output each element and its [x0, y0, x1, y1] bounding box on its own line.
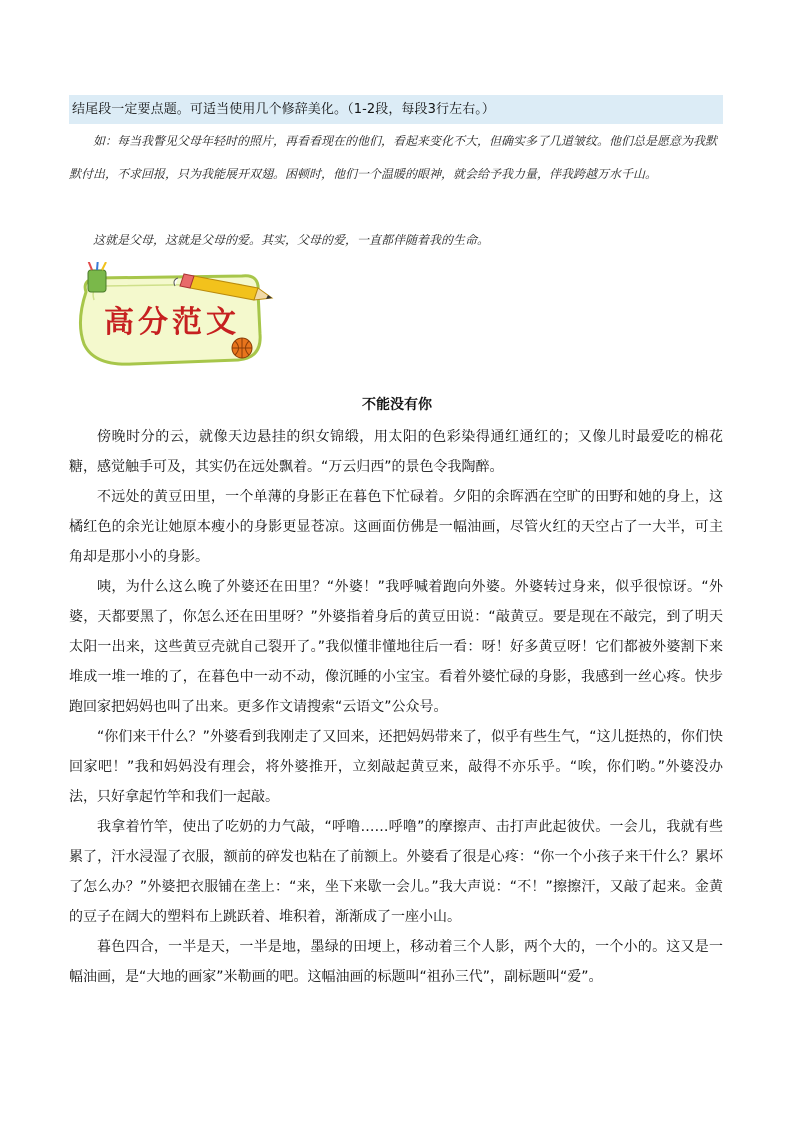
essay-paragraph: “你们来干什么？”外婆看到我刚走了又回来，还把妈妈带来了，似乎有些生气，“这儿挺热的，你们快回家吧！”我和妈妈没有理会，将外婆推开，立刻敲起黄豆来，敲得不亦乐乎。“唉，你们哟。”外婆没办法，只好拿起竹竿和我们一起敲。 — [69, 729, 723, 805]
essay-paragraph: 暮色四合，一半是天，一半是地，墨绿的田埂上，移动着三个人影，两个大的，一个小的。这又是一幅油画，是“大地的画家”米勒画的吧。这幅油画的标题叫“祖孙三代”，副标题叫“爱”。 — [69, 939, 723, 985]
essay-paragraph: 我拿着竹竿，使出了吃奶的力气敲，“呼噜……呼噜”的摩擦声、击打声此起彼伏。一会儿，我就有些累了，汗水浸湿了衣服，额前的碎发也粘在了前额上。外婆看了很是心疼：“你一个小孩子来干什么？累坏了怎么办？”外婆把衣服铺在垄上：“来，坐下来歇一会儿。”我大声说：“不！”擦擦汗，又敲了起来。金黄的豆子在阔大的塑料布上跳跃着、堆积着，渐渐成了一座小山。 — [69, 819, 723, 925]
essay-body — [69, 422, 723, 992]
banner-title: 高分范文 — [104, 305, 240, 340]
writing-tip: 结尾段一定要点题。可适当使用几个修辞美化。（1-2段，每段3行左右。） — [69, 95, 723, 124]
example-text-2: 这就是父母，这就是父母的爱。其实，父母的爱，一直都伴随着我的生命。 — [93, 233, 490, 247]
banner-graphic — [74, 262, 284, 372]
pencil-cup-icon — [88, 262, 106, 292]
essay-paragraph: 傍晚时分的云，就像天边悬挂的织女锦缎，用太阳的色彩染得通红通红的；又像儿时最爱吃的棉花糖，感觉触手可及，其实仍在远处飘着。“万云归西”的景色令我陶醉。 — [69, 429, 723, 475]
essay-title: 不能没有你 — [362, 397, 432, 413]
example-paragraph-2 — [69, 224, 723, 257]
example-text-1: 如：每当我瞥见父母年轻时的照片，再看看现在的他们，看起来变化不大，但确实多了几道皱纹。他们总是愿意为我默默付出，不求回报，只为我能展开双翅。困顿时，他们一个温暖的眼神，就会给予我力量，伴我跨越万水千山。 — [69, 134, 718, 181]
essay-paragraph: 不远处的黄豆田里，一个单薄的身影正在暮色下忙碌着。夕阳的余晖洒在空旷的田野和她的身上，这橘红色的余光让她原本瘦小的身影更显苍凉。这画面仿佛是一幅油画，尽管火红的天空占了一大半，可主角却是那小小的身影。 — [69, 489, 723, 565]
example-paragraph-1 — [69, 125, 723, 191]
essay-paragraph: 咦，为什么这么晚了外婆还在田里？“外婆！”我呼喊着跑向外婆。外婆转过身来，似乎很惊讶。“外婆，天都要黑了，你怎么还在田里呀？”外婆指着身后的黄豆田说：“敲黄豆。要是现在不敲完，到了明天太阳一出来，这些黄豆壳就自己裂开了。”我似懂非懂地往后一看：呀！好多黄豆呀！它们都被外婆割下来堆成一堆一堆的了，在暮色中一动不动，像沉睡的小宝宝。看着外婆忙碌的身影，我感到一丝心疼。快步跑回家把妈妈也叫了出来。更多作文请搜索“云语文”公众号。 — [69, 579, 723, 715]
basketball-icon — [232, 338, 252, 358]
section-banner — [74, 262, 284, 372]
